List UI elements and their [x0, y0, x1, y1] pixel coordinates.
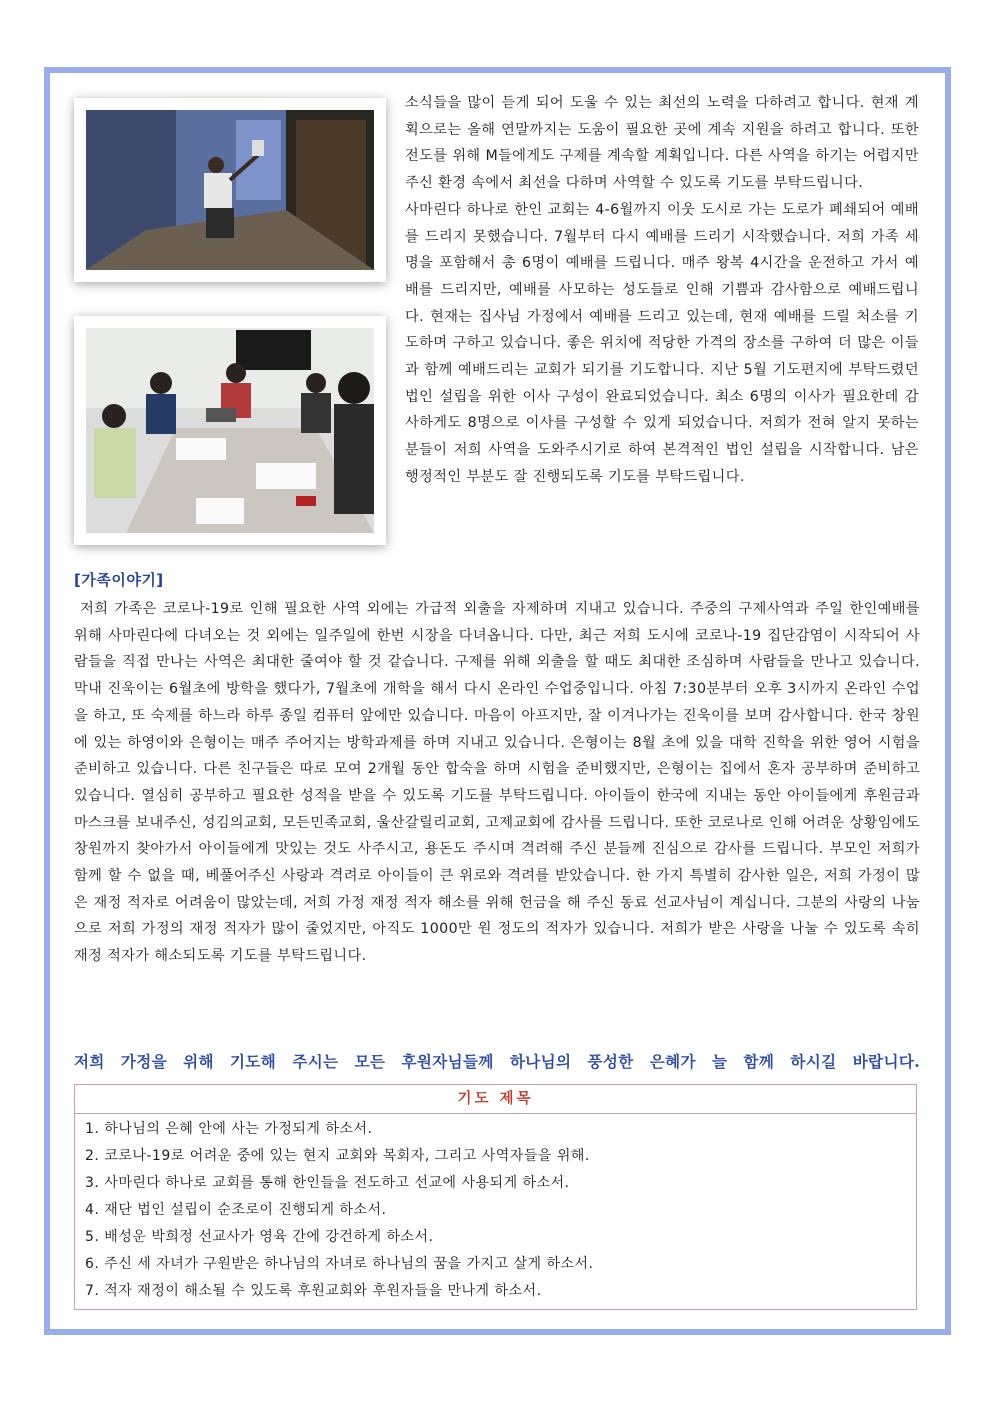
prayer-item: 7. 적자 재정이 해소될 수 있도록 후원교회와 후원자들을 만나게 하소서.: [85, 1283, 542, 1299]
painting-wall-photo-icon: [86, 110, 374, 270]
paragraph-church: 사마린다 하나로 한인 교회는 4-6월까지 이웃 도시로 가는 도로가 폐쇄되어 예배를 드리지 못했습니다. 7월부터 다시 예배를 드리기 시작했습니다. 저희 가족 세 명을 포함해서 총 6명이 예배를 드립니다. 매주 왕복 4시간을 운전하고 가서 예배를 드리지만, 예배를 사모하는 성도들로 인해 기쁨과 감사함으로 예배드립니다. 현재는 집사님 가정에서 예배를 드리고 있는데, 현재 예배를 드릴 처소를 기도하며 구하고 있습니다. 좋은 위치에 적당한 가격의 장소를 구하여 더 많은 이들과 함께 예배드리는 교회가 되기를 기도합니다. 지난 5월 기도편지에 부탁드렸던 법인 설립을 위한 이사 구성이 완료되었습니다. 최소 6명의 이사가 필요한데 감사하게도 8명으로 이사를 구성할 수 있게 되었습니다. 저희가 전혀 알지 못하는 분들이 저희 사역을 도와주시기로 하여 본격적인 법인 설립을 시작합니다. 남은 행정적인 부분도 잘 진행되도록 기도를 부탁드립니다.: [405, 201, 919, 485]
family-story-body: 저희 가족은 코로나-19로 인해 필요한 사역 외에는 가급적 외출을 자제하며 지내고 있습니다. 주중의 구제사역과 주일 한인예배를 위해 사마린다에 다녀오는 것 외에는 일주일에 한번 시장을 다녀옵니다. 다만, 최근 저희 도시에 코로나-19 집단감염이 시작되어 사람들을 직접 만나는 사역은 최대한 줄여야 할 것 같습니다. 구제를 위해 외출을 할 때도 최대한 조심하며 사람들을 만나고 있습니다. 막내 진욱이는 6월초에 방학을 했다가, 7월초에 개학을 해서 다시 온라인 수업중입니다. 아침 7:30분부터 오후 3시까지 온라인 수업을 하고, 또 숙제를 하느라 하루 종일 컴퓨터 앞에만 있습니다. 마음이 아프지만, 잘 이겨나가는 진욱이를 보며 감사합니다. 한국 창원에 있는 하영이와 은형이는 매주 주어지는 방학과제를 하며 지내고 있습니다. 은형이는 8월 초에 있을 대학 진학을 위한 영어 시험을 준비하고 있습니다. 다른 친구들은 따로 모여 2개월 동안 합숙을 하며 시험을 준비했지만, 은형이는 집에서 혼자 공부하며 준비하고 있습니다. 열심히 공부하고 필요한 성적을 받을 수 있도록 기도를 부탁드립니다. 아이들이 한국에 지내는 동안 아이들에게 후원금과 마스크를 보내주신, 성김의교회, 모든민족교회, 울산갈릴리교회, 고제교회에 감사를 드립니다. 또한 코로나로 인해 어려운 상황임에도 창원까지 찾아가서 아이들에게 맛있는 것도 사주시고, 용돈도 주시며 격려해 주신 분들께 진심으로 감사를 드립니다. 부모인 저희가 함께 할 수 없을 때, 베풀어주신 사랑과 격려로 아이들이 큰 위로와 격려를 받았습니다. 한 가지 특별히 감사한 일은, 저희 가정이 많은 재정 적자로 어려움이 많았는데, 저희 가정 재정 적자 해소를 위해 헌금을 해 주신 동료 선교사님이 계십니다. 그분의 사랑의 나눔으로 저희 가정의 재정 적자가 많이 줄었지만, 아직도 1000만 원 정도의 적자가 있습니다. 저희가 받은 사랑을 나눌 수 있도록 속히 재정 적자가 해소되도록 기도를 부탁드립니다.: [74, 601, 920, 965]
prayer-requests-box: [74, 1084, 917, 1310]
prayer-item: 1. 하나님의 은혜 안에 사는 가정되게 하소서.: [85, 1121, 373, 1137]
closing-blessing: 저희 가정을 위해 기도해 주시는 모든 후원자님들께 하나님의 풍성한 은혜가 늘 함께 하시길 바랍니다.: [74, 1052, 920, 1071]
text-column: [405, 90, 919, 491]
photo-painting-wall: [74, 98, 386, 282]
prayer-item: 5. 배성운 박희정 선교사가 영육 간에 강건하게 하소서.: [85, 1229, 434, 1245]
prayer-item: 4. 재단 법인 설립이 순조로이 진행되게 하소서.: [85, 1202, 387, 1218]
prayer-item: 3. 사마린다 하나로 교회를 통해 한인들을 전도하고 선교에 사용되게 하소서.: [85, 1175, 570, 1191]
prayer-requests-title: 기도 제목: [75, 1085, 916, 1114]
paragraph-update: 소식들을 많이 듣게 되어 도울 수 있는 최선의 노력을 다하려고 합니다. 현재 계획으로는 올해 연말까지는 도움이 필요한 곳에 계속 지원을 하려고 합니다. 또한 전도를 위해 M들에게도 구제를 계속할 계획입니다. 다른 사역을 하기는 어렵지만 주신 환경 속에서 최선을 다하며 사역할 수 있도록 기도를 부탁드립니다.: [405, 95, 919, 192]
worship-meeting-photo-icon: [86, 328, 374, 533]
family-story-heading: [가족이야기]: [74, 571, 164, 589]
prayer-item: 2. 코로나-19로 어려운 중에 있는 현지 교회와 목회자, 그리고 사역자들을 위해.: [85, 1148, 590, 1164]
prayer-item: 6. 주신 세 자녀가 구원받은 하나님의 자녀로 하나님의 꿈을 가지고 살게 하소서.: [85, 1256, 594, 1272]
prayer-requests-list: [75, 1114, 916, 1309]
family-story-text: [74, 596, 920, 970]
photo-worship-meeting: [74, 316, 386, 545]
